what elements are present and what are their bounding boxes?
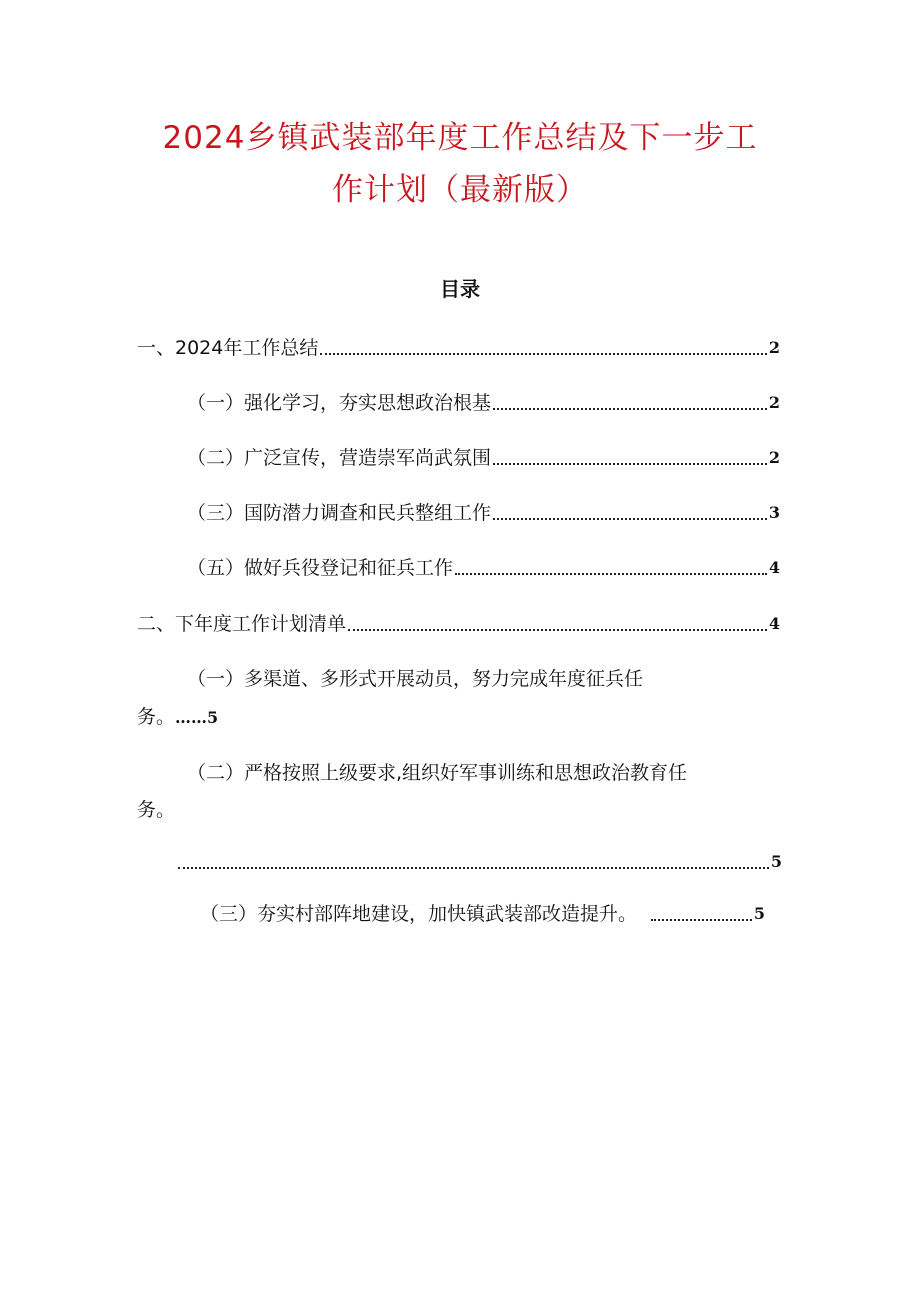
toc-page-number: 4 [768,558,780,577]
toc-page-number: 2 [768,338,780,357]
toc-page-number: 2 [768,448,780,467]
toc-entry-label: 一、2024年工作总结 [137,337,319,359]
document-title [140,112,780,216]
toc-entry-label-line2: 务。 [137,799,176,821]
toc-page-number: 4 [768,614,780,633]
toc-page-number: 5 [207,708,219,727]
toc-page-number: 3 [768,503,780,522]
toc-page-number: 2 [768,393,780,412]
toc-dot-leader: …… [175,708,208,727]
toc-entry-2[interactable] [187,389,780,417]
toc-entry-label-line1: （二）严格按照上级要求,组织好军事训练和思想政治教育任 [187,762,688,784]
toc-entry-label: （三）国防潜力调查和民兵整组工作 [187,502,492,524]
toc-entry-label: （三）夯实村部阵地建设，加快镇武装部改造提升。 [200,903,638,925]
toc-dot-leader [320,353,767,355]
toc-entry-8-leader-row [178,848,782,876]
toc-entry-label: （一）强化学习，夯实思想政治根基 [187,392,492,414]
toc-entry-1[interactable] [137,334,780,362]
toc-entry-label-line1: （一）多渠道、多形式开展动员，努力完成年度征兵任 [187,668,644,690]
toc-dot-leader [493,408,767,410]
title-line-1: 2024乡镇武装部年度工作总结及下一步工 [162,120,758,156]
toc-entry-4[interactable] [187,499,780,527]
toc-entry-6[interactable] [137,610,780,638]
toc-entry-label: （二）广泛宣传，营造崇军尚武氛围 [187,447,492,469]
toc-dot-leader [348,629,767,631]
toc-dot-leader [651,919,752,921]
toc-heading: 目录 [440,277,480,301]
toc-dot-leader [178,867,769,869]
toc-entry-label-tail: 务。 [137,706,176,728]
toc-entry-label: （五）做好兵役登记和征兵工作 [187,557,454,579]
toc-entry-5[interactable] [187,554,780,582]
toc-entry-label-line2 [137,703,218,732]
toc-entry-9[interactable] [200,900,765,928]
toc-page-number: 5 [753,904,765,923]
toc-entry-label: 二、下年度工作计划清单 [137,613,347,635]
toc-dot-leader [455,573,767,575]
title-line-2: 作计划（最新版） [332,172,588,208]
toc-page-number: 5 [770,852,782,871]
toc-entry-3[interactable] [187,444,780,472]
toc-dot-leader [493,518,767,520]
toc-dot-leader [493,463,767,465]
